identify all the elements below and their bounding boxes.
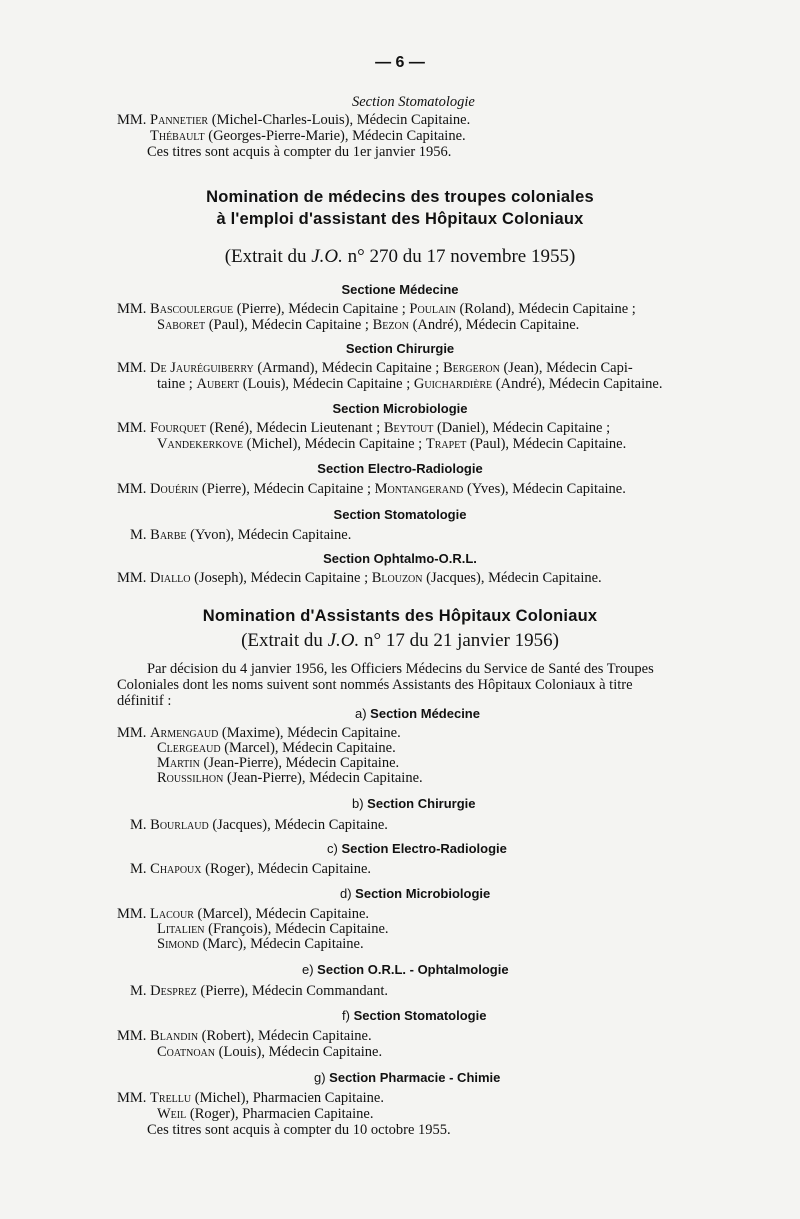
person-name: Martin: [157, 755, 200, 771]
person-name: Aubert: [196, 376, 240, 392]
subsection-title: [355, 707, 480, 722]
subsection-label: a): [355, 706, 371, 721]
extract-suffix: n° 270 du 17 novembre 1955): [342, 246, 576, 267]
entry-detail: (Jean-Pierre), Médecin Capitaine.: [223, 770, 423, 786]
person-name: Trellu: [150, 1090, 192, 1106]
entry-prefix: MM.: [117, 725, 147, 741]
entry-line: [117, 1091, 384, 1106]
person-name: Pannetier: [150, 112, 209, 128]
subsection-name: Section Médecine: [370, 706, 480, 721]
entry-line: [130, 818, 388, 833]
person-name: Poulain: [409, 301, 456, 317]
entry-detail: (Marc), Médecin Capitaine.: [198, 936, 364, 952]
subsection-title: [314, 1071, 500, 1086]
intro-line: définitif :: [117, 693, 172, 709]
journal-abbrev: J.O.: [327, 630, 360, 651]
subsection-name: Section Stomatologie: [353, 1008, 487, 1023]
entry-line: [157, 437, 626, 452]
entry-detail: (Louis), Médecin Capitaine.: [215, 1044, 383, 1060]
entry-detail: (Marcel), Médecin Capitaine.: [220, 740, 396, 756]
subsection-label: e): [302, 962, 318, 977]
entry-prefix: M.: [130, 983, 147, 999]
section-title: Section Microbiologie: [332, 401, 468, 416]
entry-detail: (Jean), Médecin Capi-: [499, 360, 633, 376]
entry-line: [157, 318, 579, 333]
entry-prefix: MM.: [117, 481, 147, 497]
person-name: Vandekerkove: [157, 436, 244, 452]
note-line: Ces titres sont acquis à compter du 10 octobre 1955.: [147, 1122, 451, 1138]
entry-line: [157, 937, 364, 952]
subsection-title: [342, 1009, 486, 1024]
entry-line: [117, 302, 636, 317]
entry-detail: (Roger), Médecin Capitaine.: [201, 861, 372, 877]
subsection-title: [302, 963, 509, 978]
entry-prefix: M.: [130, 861, 147, 877]
person-name: Beytout: [383, 420, 434, 436]
entry-detail: (Yvon), Médecin Capitaine.: [186, 527, 352, 543]
person-name: Montangerand: [374, 481, 464, 497]
entry-line: [117, 482, 626, 497]
entry-detail: (Pierre), Médecin Capitaine ;: [198, 481, 375, 497]
entry-line: [117, 421, 610, 436]
entry-prefix: MM.: [117, 1028, 147, 1044]
entry-detail: (Robert), Médecin Capitaine.: [198, 1028, 372, 1044]
entry-detail: (François), Médecin Capitaine.: [204, 921, 389, 937]
extract-reference: [0, 630, 800, 651]
person-name: Litalien: [157, 921, 205, 937]
journal-abbrev: J.O.: [311, 246, 343, 267]
entry-prefix: MM.: [117, 360, 147, 376]
note-line: Ces titres sont acquis à compter du 1er janvier 1956.: [147, 144, 452, 160]
entry-line: [117, 907, 369, 922]
person-name: Bergeron: [442, 360, 500, 376]
entry-line: [117, 361, 633, 376]
section-title: Sectione Médecine: [341, 282, 459, 297]
person-name: Guichardière: [413, 376, 493, 392]
heading-part1-line1: Nomination de médecins des troupes coloniales: [206, 188, 594, 206]
heading-part1-line2: à l'emploi d'assistant des Hôpitaux Coloniaux: [216, 210, 584, 228]
entry-prefix: MM.: [117, 420, 147, 436]
subsection-title: [327, 842, 507, 857]
entry-prefix: M.: [130, 817, 147, 833]
intro-line: Par décision du 4 janvier 1956, les Officiers Médecins du Service de Santé des Troupes: [147, 661, 654, 677]
subsection-label: g): [314, 1070, 330, 1085]
person-name: Desprez: [150, 983, 197, 999]
page-number: — 6 —: [375, 54, 425, 71]
subsection-title: [340, 887, 490, 902]
entry-detail: (Michel), Pharmacien Capitaine.: [191, 1090, 384, 1106]
entry-detail: (Marcel), Médecin Capitaine.: [193, 906, 370, 922]
subsection-name: Section Microbiologie: [355, 886, 491, 901]
intro-line: Coloniales dont les noms suivent sont nommés Assistants des Hôpitaux Coloniaux à titre: [117, 677, 633, 693]
person-name: Weil: [157, 1106, 187, 1122]
entry-detail: taine ;: [157, 376, 197, 392]
person-name: Thébault: [150, 128, 205, 144]
subsection-name: Section Pharmacie - Chimie: [329, 1070, 501, 1085]
section-title: Section Stomatologie: [352, 94, 475, 110]
entry-detail: (Roger), Pharmacien Capitaine.: [186, 1106, 374, 1122]
person-name: De Jauréguiberry: [150, 360, 254, 376]
extract-reference: [0, 246, 800, 267]
person-name: Bezon: [372, 317, 409, 333]
entry-prefix: MM.: [117, 1090, 147, 1106]
person-name: Roussilhon: [157, 770, 224, 786]
entry-detail: (Paul), Médecin Capitaine ;: [205, 317, 373, 333]
entry-detail: (Michel), Médecin Capitaine ;: [243, 436, 426, 452]
extract-prefix: (Extrait du: [224, 246, 312, 267]
entry-detail: (Paul), Médecin Capitaine.: [466, 436, 627, 452]
entry-detail: (Jacques), Médecin Capitaine.: [208, 817, 388, 833]
entry-prefix: M.: [130, 527, 147, 543]
section-title: Section Chirurgie: [345, 341, 455, 356]
person-name: Blandin: [150, 1028, 199, 1044]
person-name: Bascoulergue: [150, 301, 234, 317]
subsection-title: [352, 797, 476, 812]
person-name: Clergeaud: [157, 740, 221, 756]
entry-line: [130, 862, 371, 877]
entry-line: [157, 1107, 373, 1122]
entry-prefix: MM.: [117, 301, 147, 317]
extract-suffix: n° 17 du 21 janvier 1956): [359, 630, 559, 651]
entry-detail: (Pierre), Médecin Capitaine ;: [233, 301, 410, 317]
person-name: Saboret: [157, 317, 206, 333]
entry-line: [157, 756, 399, 771]
entry-prefix: MM.: [117, 906, 147, 922]
entry-line: [157, 377, 662, 392]
section-title: Section Electro-Radiologie: [317, 461, 483, 476]
entry-detail: (Georges-Pierre-Marie), Médecin Capitaine.: [204, 128, 466, 144]
entry-line: [117, 571, 602, 586]
entry-detail: (Louis), Médecin Capitaine ;: [239, 376, 414, 392]
entry-line: [130, 984, 388, 999]
subsection-name: Section O.R.L. - Ophtalmologie: [317, 962, 509, 977]
subsection-label: f): [342, 1008, 354, 1023]
subsection-name: Section Electro-Radiologie: [341, 841, 507, 856]
entry-detail: (René), Médecin Lieutenant ;: [205, 420, 384, 436]
subsection-name: Section Chirurgie: [367, 796, 476, 811]
person-name: Trapet: [425, 436, 467, 452]
entry-line: [130, 528, 351, 543]
person-name: Fourquet: [150, 420, 206, 436]
entry-line: [117, 726, 401, 741]
person-name: Bourlaud: [150, 817, 209, 833]
entry-detail: (Daniel), Médecin Capitaine ;: [433, 420, 611, 436]
entry-detail: (Roland), Médecin Capitaine ;: [455, 301, 636, 317]
entry-detail: (Michel-Charles-Louis), Médecin Capitaine.: [208, 112, 471, 128]
entry-line: [157, 741, 396, 756]
entry-detail: (André), Médecin Capitaine.: [408, 317, 580, 333]
subsection-label: b): [352, 796, 368, 811]
person-name: Coatnoan: [157, 1044, 216, 1060]
subsection-label: d): [340, 886, 356, 901]
entry-detail: (Joseph), Médecin Capitaine ;: [190, 570, 372, 586]
entry-detail: (Jean-Pierre), Médecin Capitaine.: [199, 755, 400, 771]
entry-detail: (Maxime), Médecin Capitaine.: [218, 725, 401, 741]
entry-detail: (Jacques), Médecin Capitaine.: [422, 570, 602, 586]
entry-detail: (Yves), Médecin Capitaine.: [463, 481, 626, 497]
entry-line: [157, 771, 423, 786]
person-name: Barbe: [150, 527, 187, 543]
entry-line: [150, 129, 466, 144]
entry-line: [157, 922, 389, 937]
entry-line: [117, 1029, 372, 1044]
entry-line: [157, 1045, 382, 1060]
entry-detail: (Pierre), Médecin Commandant.: [196, 983, 389, 999]
entry-prefix: MM.: [117, 112, 147, 128]
subsection-label: c): [327, 841, 342, 856]
entry-prefix: MM.: [117, 570, 147, 586]
person-name: Douérin: [150, 481, 199, 497]
person-name: Blouzon: [371, 570, 423, 586]
heading-part2: Nomination d'Assistants des Hôpitaux Coloniaux: [202, 607, 598, 625]
extract-prefix: (Extrait du: [241, 630, 328, 651]
entry-detail: (André), Médecin Capitaine.: [492, 376, 663, 392]
section-title: Section Stomatologie: [333, 507, 467, 522]
person-name: Armengaud: [150, 725, 219, 741]
person-name: Lacour: [150, 906, 194, 922]
section-title: Section Ophtalmo-O.R.L.: [323, 551, 477, 566]
person-name: Chapoux: [150, 861, 202, 877]
entry-detail: (Armand), Médecin Capitaine ;: [253, 360, 443, 376]
entry-line: [117, 113, 470, 128]
person-name: Simond: [157, 936, 199, 952]
person-name: Diallo: [150, 570, 191, 586]
